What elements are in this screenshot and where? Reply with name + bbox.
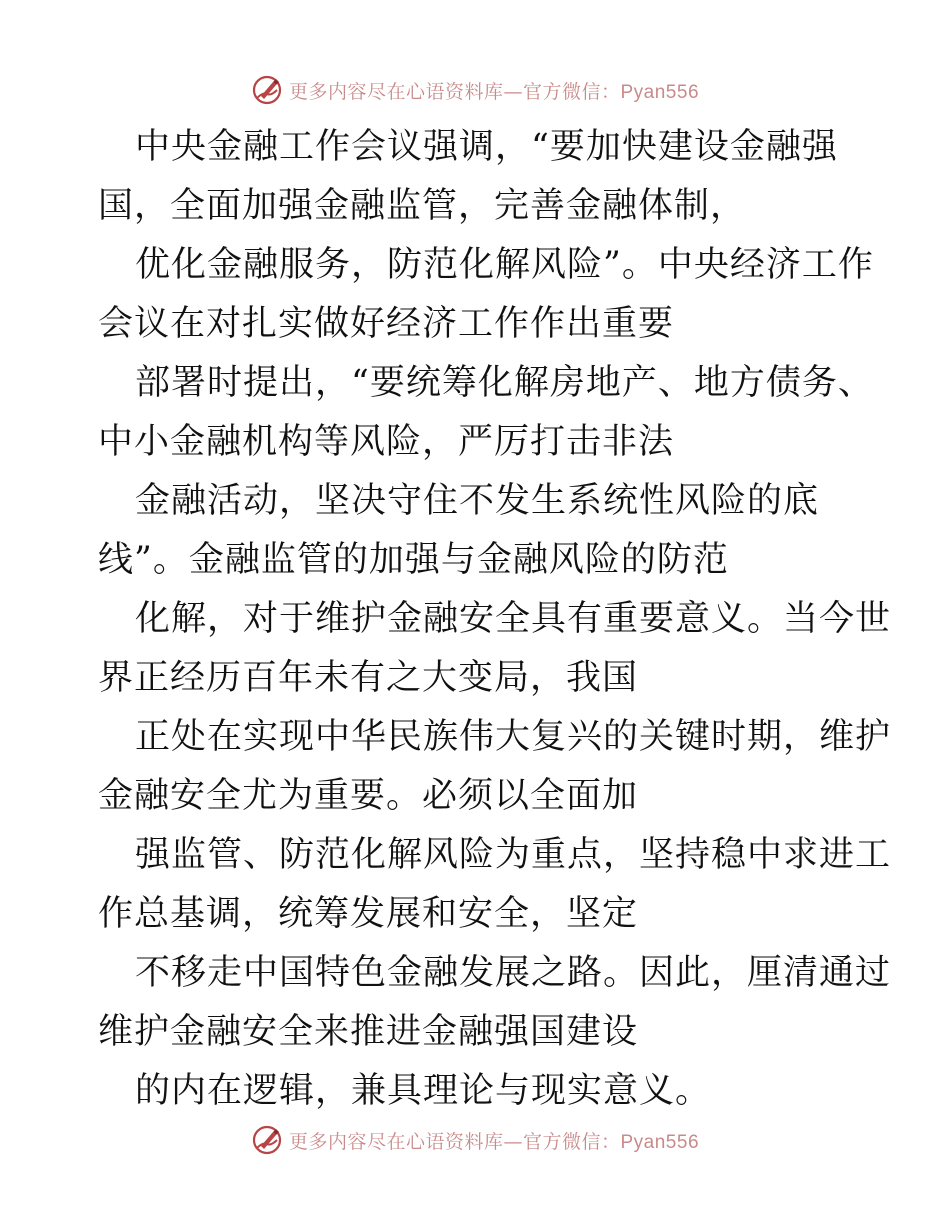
text-line: 中小金融机构等风险，严厉打击非法	[98, 422, 675, 462]
text-line: 作总基调，统筹发展和安全，坚定	[98, 894, 639, 934]
text-line: 界正经历百年未有之大变局，我国	[98, 658, 639, 698]
text-line: 正处在实现中华民族伟大复兴的关键时期，维护	[135, 717, 892, 757]
text-line: 中央金融工作会议强调，“要加快建设金融强	[135, 127, 838, 167]
text-line: 化解，对于维护金融安全具有重要意义。当今世	[135, 599, 892, 639]
watermark-handle: Pyan556	[620, 81, 700, 103]
text-line: 不移走中国特色金融发展之路。因此，厘清通过	[135, 953, 892, 993]
pen-book-logo-icon	[251, 1124, 283, 1156]
text-line: 金融安全尤为重要。必须以全面加	[98, 776, 639, 816]
text-line: 部署时提出，“要统筹化解房地产、地方债务、	[135, 363, 874, 403]
text-line: 优化金融服务，防范化解风险”。中央经济工作	[135, 245, 874, 285]
text-line: 维护金融安全来推进金融强国建设	[98, 1012, 639, 1052]
watermark-text: 更多内容尽在心语资料库—官方微信：Pyan556	[288, 80, 700, 103]
text-line: 的内在逻辑，兼具理论与现实意义。	[135, 1071, 712, 1111]
watermark-handle: Pyan556	[620, 1131, 700, 1153]
watermark-text: 更多内容尽在心语资料库—官方微信：Pyan556	[288, 1130, 700, 1153]
text-line: 国，全面加强金融监管，完善金融体制，	[98, 186, 747, 226]
text-line: 金融活动，坚决守住不发生系统性风险的底	[135, 481, 820, 521]
text-line: 线”。金融监管的加强与金融风险的防范	[98, 540, 729, 580]
text-line: 会议在对扎实做好经济工作作出重要	[98, 304, 675, 344]
pen-book-logo-icon	[251, 74, 283, 106]
header-watermark	[0, 70, 950, 110]
text-line: 强监管、防范化解风险为重点，坚持稳中求进工	[135, 835, 892, 875]
footer-watermark	[0, 1120, 950, 1160]
